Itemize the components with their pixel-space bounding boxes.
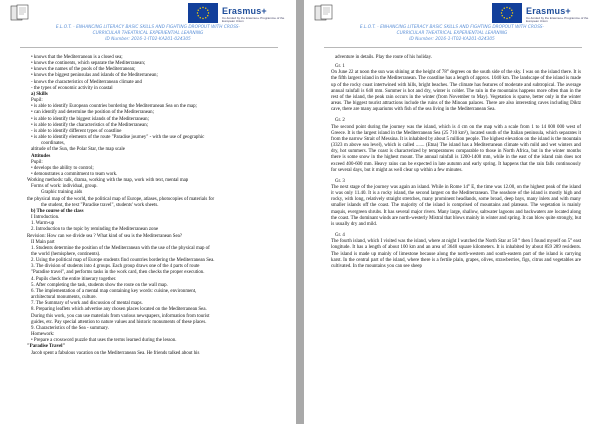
left-line: II Main part xyxy=(31,239,55,245)
page-header xyxy=(344,25,560,43)
left-line: the world (hemisphere, continents). xyxy=(31,252,101,257)
eu-caption: Co-funded by the Erasmus+ Programme of the European Union xyxy=(222,16,285,24)
right-intro: adventure in details. Play the route of his holiday. xyxy=(335,55,432,60)
left-page-content xyxy=(27,55,277,357)
left-line: Graphic training aids xyxy=(41,190,83,196)
left-line: 7. The Summary of work and discussion of mental maps. xyxy=(31,301,143,307)
left-line: guides, etc. Pay special attention to nature values and historic monuments of these places. xyxy=(31,319,207,325)
left-line: • is able to identify European countries bordering the Mediterranean Sea on the map; xyxy=(31,104,197,110)
erasmus-logo: Erasmus+ xyxy=(222,6,267,16)
group-label: Gr. 4 xyxy=(335,233,345,239)
left-line: • demonstrates a commitment to team work. xyxy=(31,171,118,177)
right-page-content xyxy=(331,55,581,270)
left-line: Working methods: talk, drama, working with the map, work with text, mental map xyxy=(27,178,189,184)
left-line: Forms of work: individual, group. xyxy=(31,184,98,190)
project-logo-icon xyxy=(314,4,334,22)
eu-caption: Co-funded by the Erasmus+ Programme of the European Union xyxy=(526,16,589,24)
left-line: During this work, you can use materials from various newspapers, information from tourist xyxy=(31,313,210,319)
group-label: Gr. 2 xyxy=(335,118,345,124)
left-line: • knows the continents, which separate the Mediterranean; xyxy=(31,61,146,67)
left-line: altitude of the Sun, the Polar Star, the map scale xyxy=(31,147,125,153)
left-line: 2. Using the political map of Europe students find countries bordering the Mediterranean Sea. xyxy=(31,258,215,264)
left-line: • knows that the Mediterranean is a closed sea; xyxy=(31,55,123,60)
group-label: Gr. 1 xyxy=(335,64,345,70)
group-paragraph: The fourth island, which I visited was the island, where at night I watched the North Star at 50 ° then I found myself on 5° east longitude. It has a length of about 100 km and an area of 3640 square kilometers. It is inhabited by about 859 289 residents. The island is made up mainly of limestone because along the north-western and south-eastern part of the island is carrying karst. In the central part of the island, where there is a fertile plain, grapes, olives, strawberries, figs, citrus and vegetables are cultivated. In the mountains you can see sheep xyxy=(331,239,581,269)
left-line: 4. Pupils check the entire itinerary together. xyxy=(31,276,117,282)
erasmus-logo: Erasmus+ xyxy=(526,6,571,16)
group-label: Gr. 3 xyxy=(335,178,345,184)
left-line: Pupil: xyxy=(31,98,43,104)
header-line-2: CURRICULAR THEATRICAL EXPERIENTIAL LEARNING xyxy=(396,31,508,36)
left-line: • is able to identify the biggest islands of the Mediterranean; xyxy=(31,116,149,122)
left-line: "Paradise Travel" xyxy=(27,344,66,350)
left-page xyxy=(0,0,296,424)
left-line: • knows the names of the pools of the Mediterranean; xyxy=(31,67,136,73)
page-header xyxy=(40,25,256,43)
left-line: 9. Characteristics of the Sea - summary. xyxy=(31,325,109,331)
header-divider xyxy=(20,47,278,48)
project-logo-icon xyxy=(10,4,30,22)
left-line: Pupil: xyxy=(31,159,43,165)
header-line-2: CURRICULAR THEATRICAL EXPERIENTIAL LEARNING xyxy=(92,31,204,36)
left-line: "Paradise travel", and performs tasks in the work card, then checks the proper execution. xyxy=(31,270,205,276)
header-line-1: E.L.O.T. - ENHANCING LITERACY BASIC SKILLS AND FIGHTING DROPOUT WITH CROSS- xyxy=(55,25,241,30)
left-line: Revision: How can we divide sea ? What kind of sea is the Mediterranean Sea? xyxy=(27,233,183,239)
left-line: 6. The implementation of a mental map containing key words: cuisine, environment, xyxy=(31,288,197,294)
left-line: - knows the characteristics of Mediterranean climate and xyxy=(31,79,142,85)
left-line: - is able to identify different types of coastline xyxy=(31,128,122,134)
header-line-3: ID Number: 2016-1-IT02-KA201-024305 xyxy=(409,37,495,42)
left-line: I Introduction. xyxy=(31,215,60,221)
left-line: • can identify and determine the position of the Mediterranean; xyxy=(31,110,154,116)
left-line: • knows the biggest peninsulas and islands of the Mediterranean; xyxy=(31,73,158,79)
left-line: architectural monuments, culture. xyxy=(31,295,97,301)
left-line: Attitudes xyxy=(31,153,51,159)
left-line: 3. The division of students into 4 groups. Each group draws one of the 4 parts of route xyxy=(31,264,200,270)
eu-flag-icon xyxy=(188,3,218,23)
eu-flag-icon xyxy=(492,3,522,23)
group-paragraph: On June 22 at noon the sun was shining at the height of 78° degrees on the south side of the sky. I was on the island there. It is the fifth largest island in the Mediterranean. The coastline has a length of approx. 1040 km. The landscape of the island is made up of the rocky coast intertwined with hills, bright beaches. The climate has features of moderate and subtropical. The average annual rainfall is 640 mm. Summer is hot and dry, winter is colder. The rain in the mountains happens more often than in the rest of the island, the peak rain occurs in the winter (from November to May). Vegetation is sparse, better only in the winter areas. The biggest tourist attractions include the ruins of the Minoan palaces. There are also interesting caves including Diktz cave, there are many aquariums with fish of the sea living in the Mediterranean Sea. xyxy=(331,70,581,113)
left-line: 5. After completing the task, students show the route on the wall map. xyxy=(31,282,168,288)
right-page xyxy=(304,0,600,424)
left-line: Homework: xyxy=(31,332,55,338)
header-line-1: E.L.O.T. - ENHANCING LITERACY BASIC SKILLS AND FIGHTING DROPOUT WITH CROSS- xyxy=(359,25,545,30)
group-paragraph: The next stage of the journey was again an island. While in Rome 14° E, the time was 12.00, on the highest peak of the island it was only 11.40. It is a rocky island, the second largest on the Mediterranean. The seashore of the island is mostly high and rocky, with long, relatively straight stretches, many prominent headlands, some broad, deep bays, many inlets and with many smaller islands off the coast. The majority of the island is comprised of mountains and plateaus. The vegetation is mainly maquis, evergreen shrubs. It has several major rivers. Many large, shallow, saltwater lagoons and backwaters are located along the coast. The dominant winds are north-westerly Mistral that blows mainly in winter and spring. It can blow quite strongly, but is usually dry and mild. xyxy=(331,184,581,227)
left-line: a) Skills xyxy=(31,91,48,97)
left-line: • is able to identify the characteristics of the Mediterranean; xyxy=(31,122,149,128)
left-line: the physical map of the world, the political map of Europe, atlases, photocopies of materials for xyxy=(27,196,215,202)
left-line: coordinates, xyxy=(41,141,65,147)
left-line: 8. Preparing leaflets which advertise any chosen places located on the Mediterranean Sea. xyxy=(31,307,207,313)
left-line: • is able to identify elements of the route "Paradise journey" - with the use of geographic xyxy=(31,135,205,141)
left-line: the student, the text "Paradise travel", students' work sheets. xyxy=(41,202,159,208)
left-line: • Prepare a crossword puzzle that uses the terms learned during the lesson. xyxy=(31,338,177,344)
left-line: 1. Students determine the position of the Mediterranean with the use of the physical map of xyxy=(31,245,210,251)
left-line: b) The course of the class xyxy=(31,208,84,214)
header-line-3: ID Number: 2016-1-IT02-KA201-024305 xyxy=(105,37,191,42)
left-line: • develops the ability to control; xyxy=(31,165,94,171)
group-paragraph: The second point during the journey was the island, which is 4 cm on the map with a scale from 1 to 14 000 000 west of Greece. It is the largest island in the Mediterranean Sea (25 710 km²), located south of the Italian peninsula, which separates it from the narrow Strait of Messina. It is inhabited by about 5 million people. The highest elevation on the island is the mountain (3323 m above sea level), which is called ....... (Etna) The island has a Mediterranean climate with mild and wet winters and dry, hot summers. The coast is characterized by temperatures comparable to those in North Africa, but in the winter months there is some snow in the highest mount. The annual rainfall is 1200-1400 mm, while in the east of the island rain does not exceed 400-600 mm. Heavy rains can be expected in late autumn and early spring. It happens that the rain falls continuously for several days, but it might as well clear up within a few minutes. xyxy=(331,124,581,173)
left-line: 2. Introduction to the topic by reminding the Mediterranean zone xyxy=(31,227,159,233)
left-line: Jacob spent a fabulous vacation on the Mediterranean Sea. He friends talked about his xyxy=(31,350,200,356)
left-line: - the types of economic activity in coastal xyxy=(31,85,113,91)
header-divider xyxy=(324,47,582,48)
left-line: 1. Warm-up xyxy=(31,221,55,227)
